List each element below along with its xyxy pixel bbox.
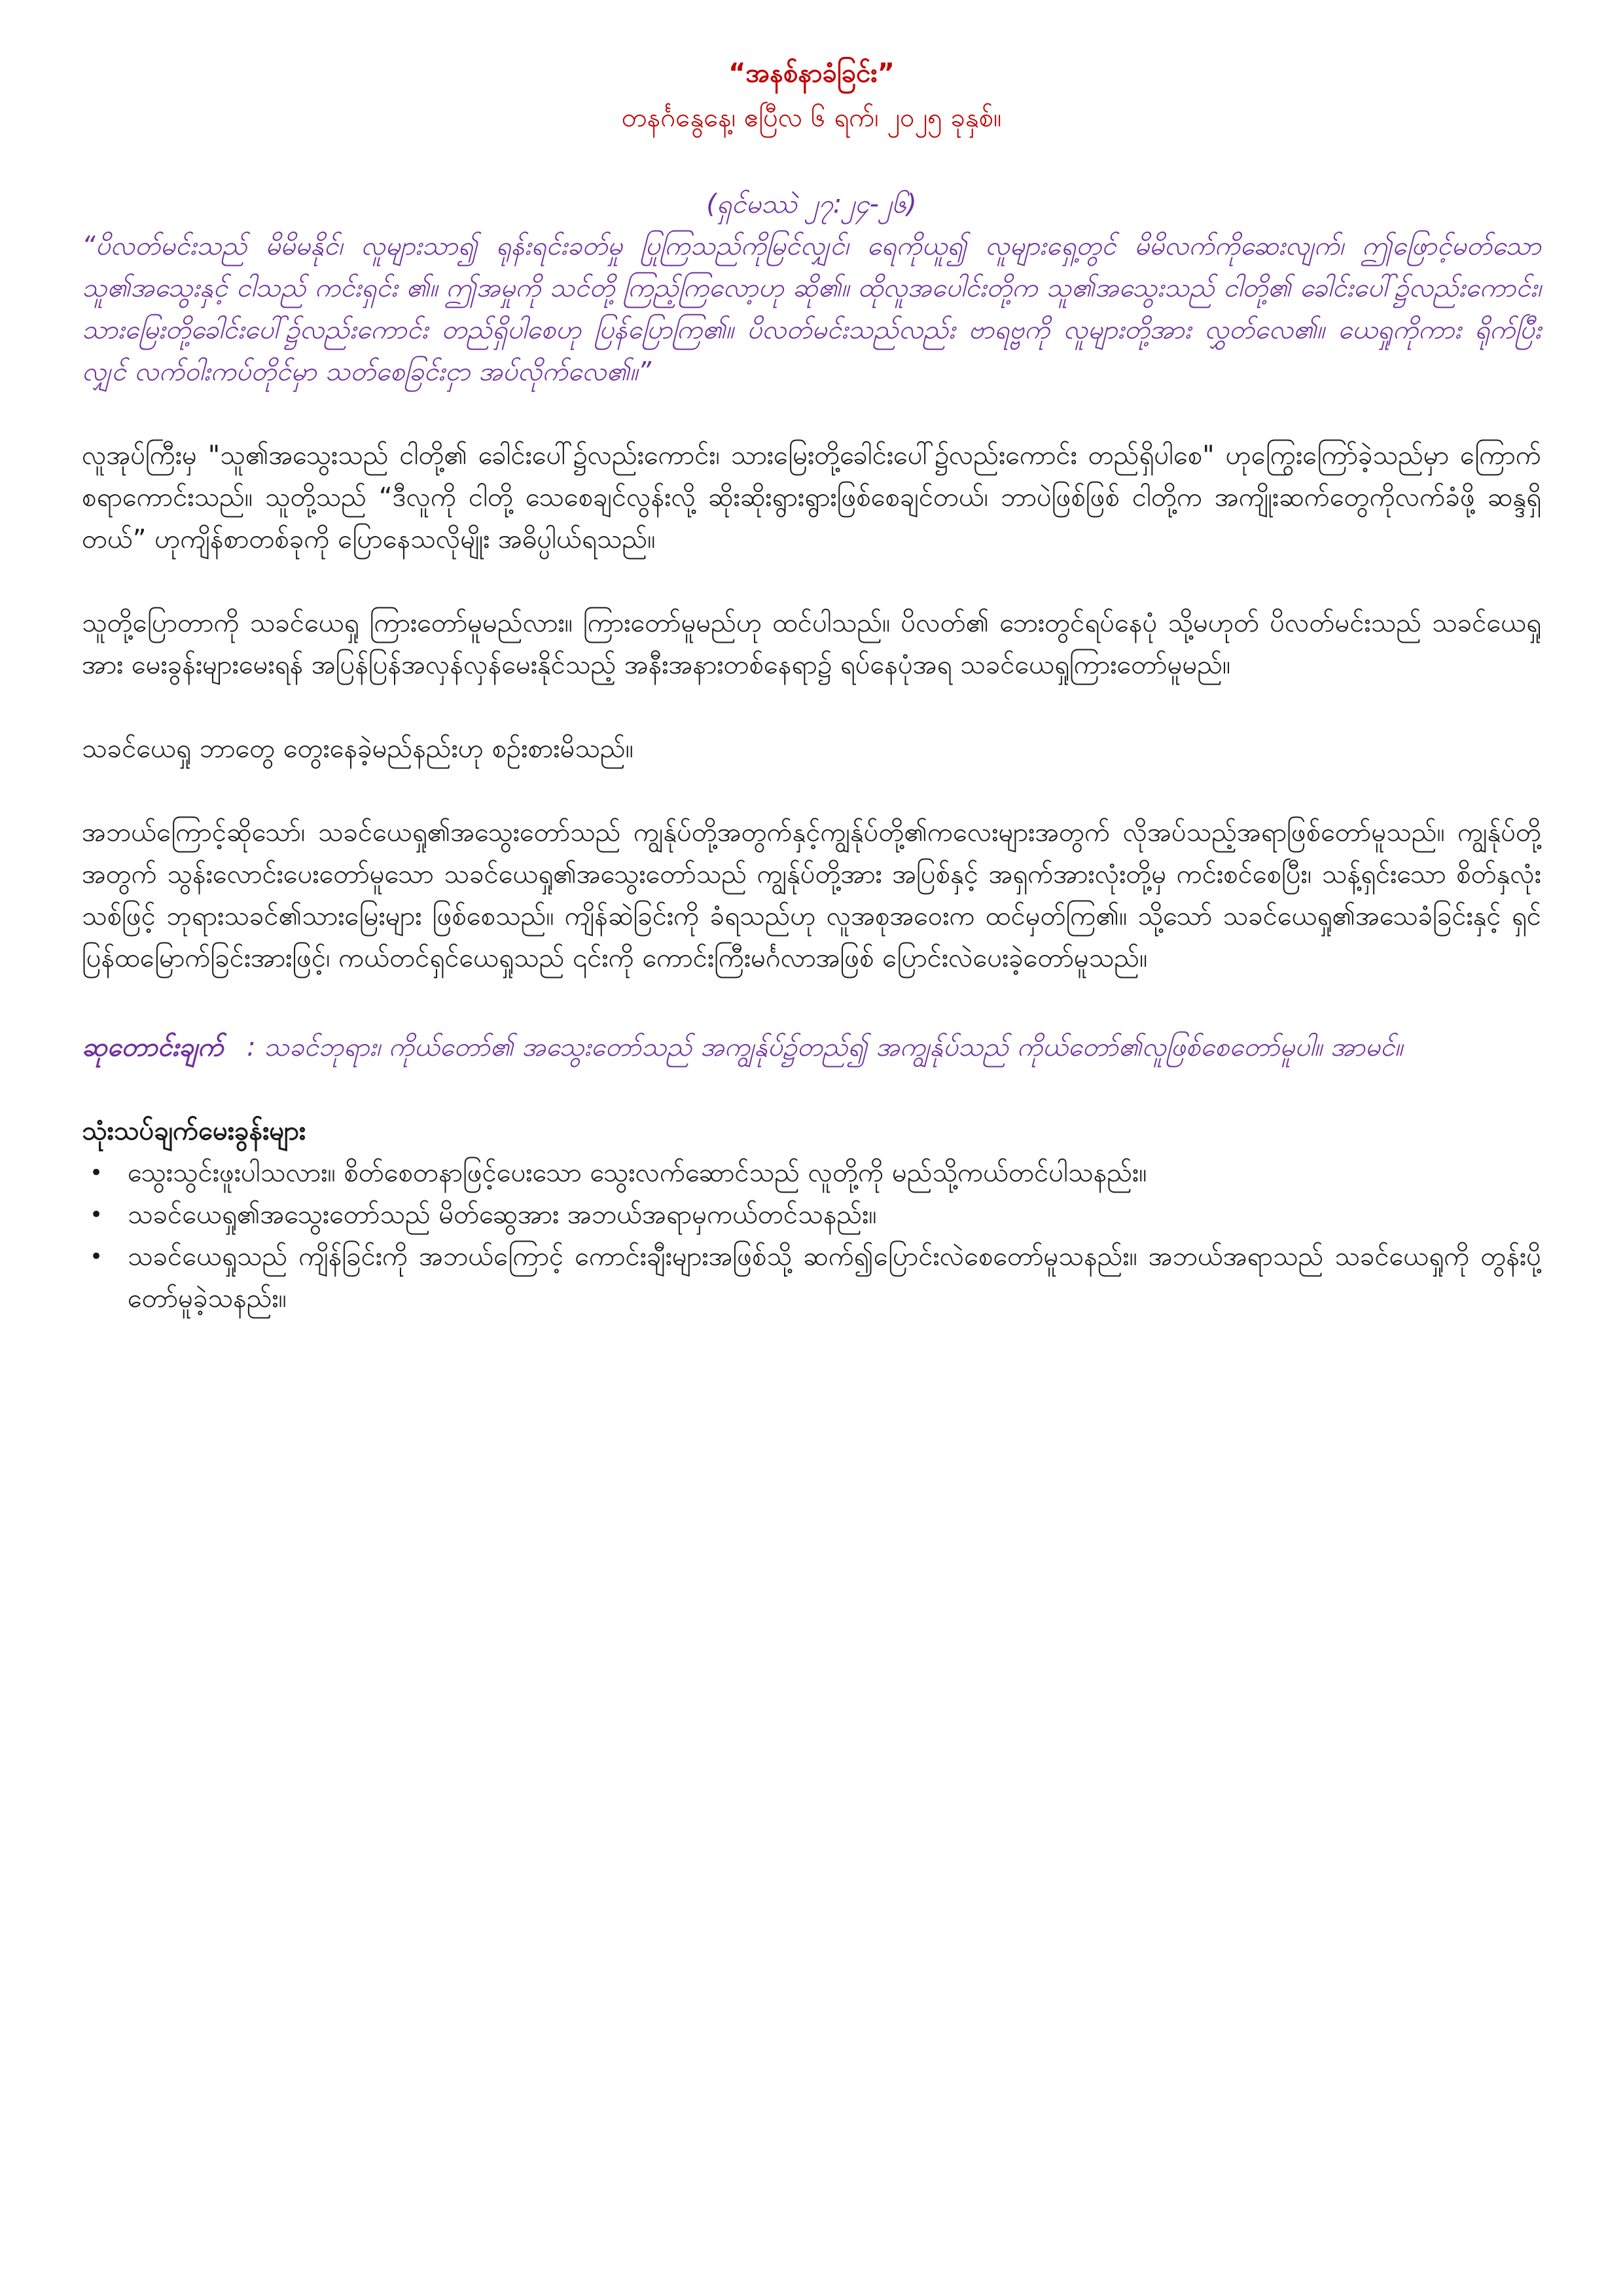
questions-list (82, 1152, 1541, 1319)
questions-heading: သုံးသပ်ချက်မေးခွန်းများ (82, 1116, 306, 1146)
question-item (90, 1152, 1541, 1194)
prayer (82, 1026, 1541, 1068)
bullet-icon: • (90, 1160, 103, 1186)
body-paragraph-4: အဘယ်ကြောင့်ဆိုသော်၊ သခင်ယေရှု၏အသွေးတော်သည် ကျွန်ုပ်တို့အတွက်နှင့်ကျွန်ုပ်တို့၏ကလေးများအတွက် လိုအပ်သည့်အရာဖြစ်တော်မူသည်။ ကျွန်ုပ်တို့အတွက် သွန်းလောင်းပေးတော်မူသော သခင်ယေရှု၏အသွေးတော်သည် ကျွန်ုပ်တို့အား အပြစ်နှင့် အရှက်အားလုံးတို့မှ ကင်းစင်စေပြီး၊ သန့်ရှင်းသော စိတ်နှလုံးသစ်ဖြင့် ဘုရားသခင်၏သားမြေးများ ဖြစ်စေသည်။ ကျိန်ဆဲခြင်းကို ခံရသည်ဟု လူအစုအဝေးက ထင်မှတ်ကြ၏။ သို့သော် သခင်ယေရှု၏အသေခံခြင်းနှင့် ရှင်ပြန်ထမြောက်ခြင်းအားဖြင့်၊ ကယ်တင်ရှင်ယေရှုသည် ၎င်းကို ကောင်းကြီးမင်္ဂလာအဖြစ် ပြောင်းလဲပေးခဲ့တော်မူသည်။ (82, 817, 1541, 973)
prayer-label: ဆုတောင်းချက် (82, 1032, 224, 1062)
scripture-text: “ပိလတ်မင်းသည် မိမိမနိုင်၊ လူများသာ၍ ရုန်းရင်းခတ်မှု ပြုကြသည်ကိုမြင်လျှင်၊ ရေကိုယူ၍ လူများရှေ့တွင် မိမိလက်ကိုဆေးလျက်၊ ဤဖြောင့်မတ်သောသူ၏အသွေးနှင့် ငါသည် ကင်းရှင်း ၏။ ဤအမှုကို သင်တို့ ကြည့်ကြလော့ဟု ဆို၏။ ထိုလူအပေါင်းတို့က သူ၏အသွေးသည် ငါတို့၏ ခေါင်းပေါ်၌လည်းကောင်း၊ သားမြေးတို့ခေါင်းပေါ်၌လည်းကောင်း တည်ရှိပါစေဟု ပြန်ပြောကြ၏။ ပိလတ်မင်းသည်လည်း ဗာရဗ္ဗကို လူများတို့အား လွှတ်လေ၏။ ယေရှုကိုကား ရိုက်ပြီးလျှင် လက်ဝါးကပ်တိုင်မှာ သတ်စေခြင်းငှာ အပ်လိုက်လေ၏။” (82, 231, 1541, 387)
body-paragraph-3: သခင်ယေရှု ဘာတွေ တွေးနေခဲ့မည်နည်းဟု စဉ်းစားမိသည်။ (82, 734, 633, 764)
prayer-text: : သခင်ဘုရား၊ ကိုယ်တော်၏ အသွေးတော်သည် အကျွန်ုပ်၌တည်၍ အကျွန်ုပ်သည် ကိုယ်တော်၏လူဖြစ်စေတော်မူပါ။ အာမင်။ (247, 1032, 1403, 1062)
page-title: “အနစ်နာခံခြင်း” (728, 58, 895, 88)
body-paragraph-2: သူတို့ပြောတာကို သခင်ယေရှု ကြားတော်မူမည်လား။ ကြားတော်မူမည်ဟု ထင်ပါသည်။ ပိလတ်၏ ဘေးတွင်ရပ်နေပုံ သို့မဟုတ် ပိလတ်မင်းသည် သခင်ယေရှုအား မေးခွန်းများမေးရန် အပြန်ပြန်အလှန်လှန်မေးနိုင်သည့် အနီးအနားတစ်နေရာ၌ ရပ်နေပုံအရ သခင်ယေရှုကြားတော်မူမည်။ (82, 608, 1541, 680)
question-text: သခင်ယေရှု၏အသွေးတော်သည် မိတ်ဆွေအား အဘယ်အရာမှကယ်တင်သနည်း။ (128, 1200, 877, 1230)
body-paragraph-1: လူအုပ်ကြီးမှ "သူ၏အသွေးသည် ငါတို့၏ ခေါင်းပေါ်၌လည်းကောင်း၊ သားမြေးတို့ခေါင်းပေါ်၌လည်းကောင်း တည်ရှိပါစေ" ဟုကြွေးကြော်ခဲ့သည်မှာ ကြောက်စရာကောင်းသည်။ သူတို့သည် “ဒီလူကို ငါတို့ သေစေချင်လွန်းလို့ ဆိုးဆိုးရွားရွားဖြစ်စေချင်တယ်၊ ဘာပဲဖြစ်ဖြစ် ငါတို့က အကျိုးဆက်တွေကိုလက်ခံဖို့ ဆန္ဒရှိတယ်” ဟုကျိန်စာတစ်ခုကို ပြောနေသလိုမျိုး အဓိပ္ပါယ်ရသည်။ (82, 440, 1542, 554)
devotional-page (82, 52, 1541, 1319)
question-item (90, 1194, 1541, 1236)
question-text: သခင်ယေရှုသည် ကျိန်ခြင်းကို အဘယ်ကြောင့် ကောင်းချီးများအဖြစ်သို့ ဆက်၍ပြောင်းလဲစေတော်မူသနည်း။ အဘယ်အရာသည် သခင်ယေရှုကို တွန်းပို့တော်မူခဲ့သနည်း။ (128, 1242, 1541, 1314)
bullet-icon: • (90, 1202, 103, 1228)
page-date: တနင်္ဂနွေနေ့၊ ဧပြီလ ၆ ရက်၊ ၂၀၂၅ ခုနှစ်။ (621, 103, 1002, 133)
scripture-reference: (ရှင်မဿဲ ၂၇:၂၄-၂၆) (706, 189, 917, 219)
question-text: သွေးသွင်းဖူးပါသလား။ စိတ်စေတနာဖြင့်ပေးသော သွေးလက်ဆောင်သည် လူတို့ကို မည်သို့ကယ်တင်ပါသနည်း။ (128, 1158, 1147, 1188)
bullet-icon: • (90, 1244, 103, 1270)
question-item (90, 1236, 1541, 1319)
